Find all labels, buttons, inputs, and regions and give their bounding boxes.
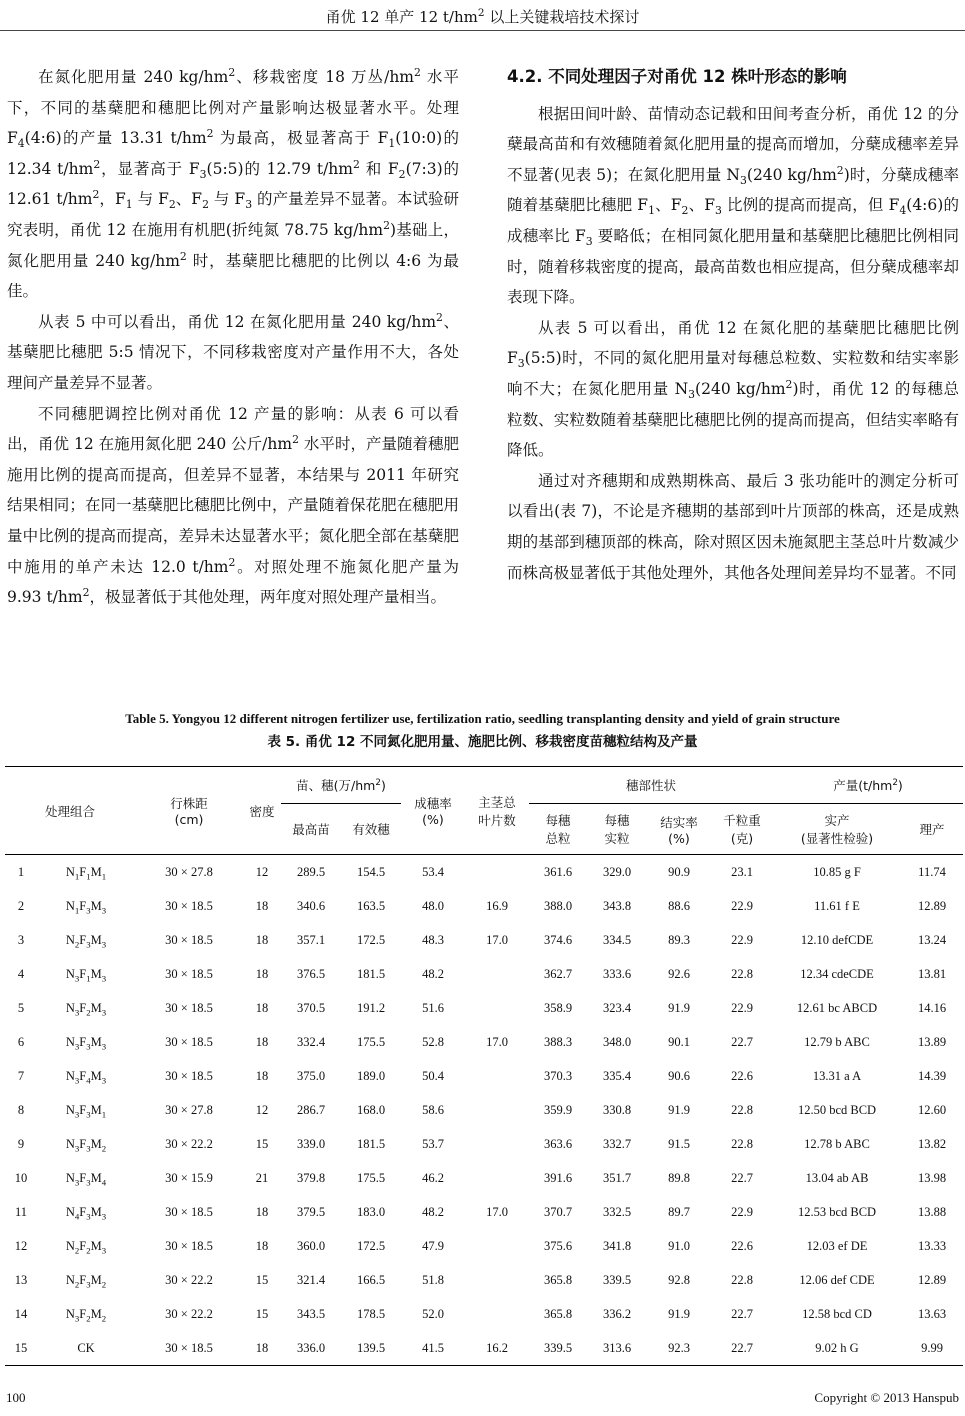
cell-theory: 12.60 — [917, 1102, 947, 1117]
cell-leaves — [465, 957, 529, 991]
cell-actual: 12.78 b ABC — [804, 1136, 870, 1151]
table-row — [5, 1331, 963, 1366]
cell-actual: 12.58 bcd CD — [802, 1306, 872, 1321]
header-treatment: 处理组合 — [5, 767, 135, 855]
cell-total: 374.6 — [543, 932, 573, 947]
cell-eff: 189.0 — [356, 1068, 386, 1083]
cell-max: 336.0 — [281, 1331, 341, 1366]
cell-actual: 10.85 g F — [813, 864, 861, 879]
cell-theory: 13.88 — [917, 1204, 947, 1219]
cell-actual: 13.04 ab AB — [805, 1170, 869, 1185]
header-effective-panicle: 有效穗 — [341, 804, 401, 855]
cell-code: $N_3F_1M_3$ — [65, 966, 107, 983]
cell-kgw: 22.7 — [731, 1034, 753, 1049]
cell-spacing: 30 × 18.5 — [165, 1000, 213, 1015]
cell-set: 89.8 — [668, 1170, 690, 1185]
cell-leaves — [465, 1161, 529, 1195]
cell-filled: 348.0 — [602, 1034, 632, 1049]
cell-actual: 12.10 defCDE — [800, 932, 874, 947]
table-caption-zh: 表 5. 甬优 12 不同氮化肥用量、施肥比例、移栽密度苗穗粒结构及产量 — [267, 734, 698, 750]
cell-filled: 351.7 — [602, 1170, 632, 1185]
cell-density: 12 — [255, 864, 269, 879]
table-row — [5, 1263, 963, 1297]
header-rule — [0, 30, 965, 31]
cell-no: 11 — [14, 1204, 28, 1219]
cell-theory: 14.39 — [917, 1068, 947, 1083]
cell-spacing: 30 × 22.2 — [165, 1136, 213, 1151]
cell-density: 21 — [255, 1170, 269, 1185]
cell-theory: 13.82 — [917, 1136, 947, 1151]
cell-actual: 13.31 a A — [812, 1068, 862, 1083]
cell-no: 10 — [14, 1170, 28, 1185]
cell-no: 2 — [17, 898, 25, 913]
header-yield-group: 产量$(t/hm^2)$ — [773, 767, 963, 804]
cell-rate: 47.9 — [422, 1238, 444, 1253]
cell-total: 388.0 — [543, 898, 573, 913]
cell-spacing: 30 × 18.5 — [165, 966, 213, 981]
cell-leaves: 17.0 — [486, 1204, 508, 1219]
cell-no: 3 — [17, 932, 25, 947]
table-row — [5, 1025, 963, 1059]
cell-code: $N_3F_2M_2$ — [65, 1306, 107, 1323]
running-header: 甬优 12 单产 12 $t/hm^2$ 以上关键栽培技术探讨 — [325, 7, 640, 26]
cell-spacing: 30 × 15.9 — [165, 1170, 213, 1185]
cell-density: 15 — [255, 1272, 269, 1287]
cell-filled: 335.4 — [602, 1068, 632, 1083]
table-row — [5, 1059, 963, 1093]
cell-rate: 51.8 — [422, 1272, 444, 1287]
cell-no: 12 — [14, 1238, 28, 1253]
cell-code: $N_3F_2M_3$ — [65, 1000, 107, 1017]
cell-no: 9 — [17, 1136, 25, 1151]
table-row — [5, 1195, 963, 1229]
cell-filled: 333.6 — [602, 966, 632, 981]
cell-spacing: 30 × 18.5 — [165, 1034, 213, 1049]
table-caption-en: Table 5. Yongyou 12 different nitrogen fertilizer use, fertilization ratio, seedling transplanting density and yield of grain structure — [125, 711, 840, 726]
cell-rate: 46.2 — [422, 1170, 444, 1185]
cell-max: 332.4 — [296, 1034, 326, 1049]
cell-leaves — [465, 1263, 529, 1297]
cell-theory: 13.33 — [917, 1238, 947, 1253]
table-row — [5, 1127, 963, 1161]
cell-filled: 313.6 — [587, 1331, 647, 1366]
cell-total: 370.3 — [543, 1068, 573, 1083]
cell-theory: 12.89 — [917, 898, 947, 913]
header-filled-grains: 每穗 实粒 — [587, 804, 647, 855]
cell-no: 6 — [17, 1034, 25, 1049]
table-row — [5, 889, 963, 923]
cell-filled: 332.7 — [602, 1136, 632, 1151]
cell-rate: 53.7 — [422, 1136, 444, 1151]
cell-actual: 9.02 h G — [773, 1331, 901, 1366]
table-row — [5, 1297, 963, 1331]
cell-rate: 48.2 — [422, 1204, 444, 1219]
left-paragraph-1: 在氮化肥用量 240 $kg/hm^2$、移栽密度 18 万丛$/hm^2$ 水平下，不同的基蘖肥和穗肥比例对产量影响达极显著水平。处理 $F_4(4:6)$的产量 13.31 $t/hm^2$ 为最高，极显著高于 $F_1(10:0)$的 12.34 $t/hm^2$，显著高于 $F_3(5:5)$的 12.79 $t/hm^2$ 和 $F_2(7:3)$的 12.61 $t/hm^2$，$F_1$ 与 $F_2$、$F_2$ 与 $F_3$ 的产量差异不显著。本试验研究表明，甬优 12 在施用有机肥(折纯氮 78.75 $kg/hm^2$)基础上，氮化肥用量 240 $kg/hm^2$ 时，基蘖肥比穗肥的比例以 4:6 为最佳。 — [7, 65, 460, 301]
cell-leaves — [465, 991, 529, 1025]
cell-leaves — [465, 1059, 529, 1093]
cell-set: 91.9 — [668, 1000, 690, 1015]
cell-rate: 48.2 — [422, 966, 444, 981]
cell-eff: 172.5 — [356, 932, 386, 947]
cell-max: 379.8 — [296, 1170, 326, 1185]
left-paragraph-2: 从表 5 中可以看出，甬优 12 在氮化肥用量 240 $kg/hm^2$、基蘖肥比穗肥 5:5 情况下，不同移栽密度对产量作用不大，各处理间产量差异不显著。 — [7, 310, 459, 392]
cell-rate: 50.4 — [422, 1068, 444, 1083]
cell-actual: 12.06 def CDE — [799, 1272, 875, 1287]
cell-filled: 332.5 — [602, 1204, 632, 1219]
cell-eff: 166.5 — [356, 1272, 386, 1287]
cell-code: $N_3F_4M_3$ — [65, 1068, 107, 1085]
cell-leaves — [465, 855, 529, 890]
header-actual-yield: 实产 (显著性检验) — [773, 804, 901, 855]
cell-code: $N_3F_3M_1$ — [65, 1102, 107, 1119]
cell-code: $N_3F_3M_2$ — [65, 1136, 107, 1153]
table-body — [5, 855, 963, 1366]
cell-eff: 172.5 — [356, 1238, 386, 1253]
cell-filled: 336.2 — [602, 1306, 632, 1321]
cell-set: 91.0 — [668, 1238, 690, 1253]
cell-max: 340.6 — [296, 898, 326, 913]
cell-set: 90.1 — [668, 1034, 690, 1049]
cell-filled: 329.0 — [602, 864, 632, 879]
cell-eff: 183.0 — [356, 1204, 386, 1219]
cell-total: 370.7 — [543, 1204, 573, 1219]
cell-max: 289.5 — [296, 864, 326, 879]
cell-code: $N_2F_3M_3$ — [65, 932, 107, 949]
cell-kgw: 23.1 — [731, 864, 753, 879]
cell-leaves: 16.2 — [465, 1331, 529, 1366]
cell-spacing: 30 × 18.5 — [135, 1331, 243, 1366]
cell-set: 92.6 — [668, 966, 690, 981]
table-row — [5, 1161, 963, 1195]
cell-density: 18 — [255, 932, 269, 947]
cell-theory: 13.89 — [917, 1034, 947, 1049]
cell-eff: 178.5 — [356, 1306, 386, 1321]
cell-max: 286.7 — [296, 1102, 326, 1117]
cell-rate: 48.3 — [422, 932, 444, 947]
cell-actual: 12.03 ef DE — [806, 1238, 868, 1253]
cell-max: 321.4 — [296, 1272, 326, 1287]
cell-filled: 341.8 — [602, 1238, 632, 1253]
cell-spacing: 30 × 18.5 — [165, 898, 213, 913]
cell-max: 375.0 — [296, 1068, 326, 1083]
header-theoretical-yield: 理产 — [901, 804, 963, 855]
cell-total: 375.6 — [543, 1238, 573, 1253]
cell-set: 92.3 — [647, 1331, 711, 1366]
cell-filled: 339.5 — [602, 1272, 632, 1287]
header-panicle-traits: 穗部性状 — [529, 767, 773, 804]
cell-theory: 14.16 — [917, 1000, 947, 1015]
cell-rate: 58.6 — [422, 1102, 444, 1117]
cell-leaves — [465, 1229, 529, 1263]
header-panicle-rate: 成穗率 (%) — [401, 767, 465, 855]
cell-kgw: 22.6 — [731, 1068, 753, 1083]
cell-set: 90.9 — [668, 864, 690, 879]
cell-density: 12 — [255, 1102, 269, 1117]
cell-total: 365.8 — [543, 1272, 573, 1287]
cell-kgw: 22.9 — [731, 932, 753, 947]
cell-max: 370.5 — [296, 1000, 326, 1015]
cell-total: 358.9 — [543, 1000, 573, 1015]
cell-max: 379.5 — [296, 1204, 326, 1219]
cell-density: 18 — [255, 1000, 269, 1015]
cell-no: 8 — [17, 1102, 25, 1117]
cell-total: 365.8 — [543, 1306, 573, 1321]
header-kgw: 千粒重 (克) — [711, 804, 773, 855]
cell-no: 15 — [5, 1331, 37, 1366]
cell-density: 18 — [255, 898, 269, 913]
cell-filled: 334.5 — [602, 932, 632, 947]
cell-spacing: 30 × 27.8 — [165, 864, 213, 879]
cell-theory: 13.98 — [917, 1170, 947, 1185]
cell-spacing: 30 × 22.2 — [165, 1272, 213, 1287]
cell-code: $N_2F_2M_3$ — [65, 1238, 107, 1255]
cell-actual: 12.34 cdeCDE — [800, 966, 874, 981]
left-column — [7, 62, 459, 613]
right-paragraph-2: 从表 5 可以看出，甬优 12 在氮化肥的基蘖肥比穗肥比例 $F_3(5:5)$时，不同的氮化肥用量对每穗总粒数、实粒数和结实率影响不大；在氮化肥用量 $N_3(240$ $kg/hm^2$)时，甬优 12 的每穗总粒数、实粒数随着基蘖肥比穗肥比例的提高而提高，但结实率略有降低。 — [507, 318, 960, 460]
cell-rate: 52.8 — [422, 1034, 444, 1049]
cell-set: 91.9 — [668, 1306, 690, 1321]
cell-no: 5 — [17, 1000, 25, 1015]
cell-max: 360.0 — [296, 1238, 326, 1253]
header-seed-setting: 结实率 (%) — [647, 804, 711, 855]
cell-no: 7 — [17, 1068, 25, 1083]
cell-spacing: 30 × 18.5 — [165, 932, 213, 947]
header-max-seedling: 最高苗 — [281, 804, 341, 855]
cell-actual: 12.79 b ABC — [804, 1034, 870, 1049]
cell-eff: 139.5 — [341, 1331, 401, 1366]
cell-kgw: 22.8 — [731, 1102, 753, 1117]
cell-density: 18 — [255, 1068, 269, 1083]
table-row — [5, 1229, 963, 1263]
cell-kgw: 22.8 — [731, 1272, 753, 1287]
cell-set: 91.9 — [668, 1102, 690, 1117]
cell-spacing: 30 × 22.2 — [165, 1306, 213, 1321]
cell-kgw: 22.7 — [711, 1331, 773, 1366]
copyright: Copyright © 2013 Hanspub — [814, 1390, 959, 1405]
cell-max: 376.5 — [296, 966, 326, 981]
cell-code: $N_3F_3M_3$ — [65, 1034, 107, 1051]
cell-set: 92.8 — [668, 1272, 690, 1287]
cell-set: 91.5 — [668, 1136, 690, 1151]
cell-actual: 12.53 bcd BCD — [797, 1204, 877, 1219]
cell-leaves: 17.0 — [486, 1034, 508, 1049]
cell-set: 89.7 — [668, 1204, 690, 1219]
cell-leaves: 17.0 — [486, 932, 508, 947]
cell-total: 363.6 — [543, 1136, 573, 1151]
cell-actual: 12.50 bcd BCD — [797, 1102, 877, 1117]
cell-code: $N_1F_1M_1$ — [65, 864, 107, 881]
cell-filled: 323.4 — [602, 1000, 632, 1015]
table-caption — [0, 711, 965, 750]
right-paragraph-3: 通过对齐穗期和成熟期株高、最后 3 张功能叶的测定分析可以看出(表 7)，不论是齐穗期的基部到叶片顶部的株高，还是成熟期的基部到穗顶部的株高，除对照区因未施氮肥主茎总叶片数减少而株高极显著低于其他处理外，其他各处理间差异均不显著。不同 — [507, 471, 959, 582]
cell-no: 4 — [17, 966, 25, 981]
left-paragraph-3: 不同穗肥调控比例对甬优 12 产量的影响：从表 6 可以看出，甬优 12 在施用氮化肥 240 公斤$/hm^2$ 水平时，产量随着穗肥施用比例的提高而提高，但差异不显著，本结果与 2011 年研究结果相同；在同一基蘖肥比穗肥比例中，产量随着保花肥在穗肥用量中比例的提高而提高，差异未达显著水平；氮化肥全部在基蘖肥中施用的单产未达 12.0 $t/hm^2$。对照处理不施氮化肥产量为 9.93 $t/hm^2$，极显著低于其他处理，两年度对照处理产量相当。 — [7, 404, 460, 607]
cell-kgw: 22.8 — [731, 1136, 753, 1151]
cell-max: 357.1 — [296, 932, 326, 947]
cell-no: 13 — [14, 1272, 28, 1287]
cell-max: 343.5 — [296, 1306, 326, 1321]
table-row — [5, 957, 963, 991]
cell-actual: 11.61 f E — [814, 898, 860, 913]
cell-leaves — [465, 1127, 529, 1161]
header-density: 密度 — [243, 767, 281, 855]
cell-filled: 343.8 — [602, 898, 632, 913]
cell-density: 18 — [255, 1238, 269, 1253]
cell-density: 18 — [243, 1331, 281, 1366]
cell-eff: 181.5 — [356, 966, 386, 981]
table-row — [5, 991, 963, 1025]
header-leaf-count: 主茎总 叶片数 — [465, 767, 529, 855]
cell-total: 391.6 — [543, 1170, 573, 1185]
cell-eff: 175.5 — [356, 1034, 386, 1049]
cell-no: 1 — [17, 864, 25, 879]
table-row — [5, 923, 963, 957]
cell-theory: 13.24 — [917, 932, 947, 947]
cell-kgw: 22.9 — [731, 1000, 753, 1015]
cell-leaves — [465, 1093, 529, 1127]
cell-rate: 48.0 — [422, 898, 444, 913]
header-spacing: 行株距 (cm) — [135, 767, 243, 855]
data-table — [5, 766, 963, 1366]
cell-rate: 52.0 — [422, 1306, 444, 1321]
table-row — [5, 855, 963, 890]
table-row — [5, 1093, 963, 1127]
cell-kgw: 22.7 — [731, 1306, 753, 1321]
cell-spacing: 30 × 18.5 — [165, 1204, 213, 1219]
cell-filled: 330.8 — [602, 1102, 632, 1117]
cell-total: 359.9 — [543, 1102, 573, 1117]
section-title: 4.2. 不同处理因子对甬优 12 株叶形态的影响 — [507, 67, 847, 86]
page-number: 100 — [6, 1390, 26, 1405]
cell-set: 89.3 — [668, 932, 690, 947]
cell-theory: 9.99 — [901, 1331, 963, 1366]
cell-max: 339.0 — [296, 1136, 326, 1151]
cell-eff: 168.0 — [356, 1102, 386, 1117]
header-total-grains: 每穗 总粒 — [529, 804, 587, 855]
cell-rate: 51.6 — [422, 1000, 444, 1015]
cell-code: $N_2F_3M_2$ — [65, 1272, 107, 1289]
cell-code: $N_1F_3M_3$ — [65, 898, 107, 915]
cell-total: 388.3 — [543, 1034, 573, 1049]
cell-actual: 12.61 bc ABCD — [796, 1000, 878, 1015]
cell-total: 339.5 — [529, 1331, 587, 1366]
cell-theory: 13.81 — [917, 966, 947, 981]
cell-code: CK — [37, 1331, 135, 1366]
cell-rate: 41.5 — [401, 1331, 465, 1366]
cell-eff: 175.5 — [356, 1170, 386, 1185]
cell-spacing: 30 × 27.8 — [165, 1102, 213, 1117]
cell-theory: 11.74 — [918, 864, 946, 879]
cell-eff: 191.2 — [356, 1000, 386, 1015]
cell-density: 18 — [255, 1204, 269, 1219]
cell-total: 361.6 — [543, 864, 573, 879]
cell-set: 90.6 — [668, 1068, 690, 1083]
cell-leaves: 16.9 — [486, 898, 508, 913]
right-column — [507, 62, 959, 588]
cell-density: 15 — [255, 1306, 269, 1321]
cell-eff: 154.5 — [356, 864, 386, 879]
cell-kgw: 22.7 — [731, 1170, 753, 1185]
cell-rate: 53.4 — [422, 864, 444, 879]
cell-total: 362.7 — [543, 966, 573, 981]
cell-density: 15 — [255, 1136, 269, 1151]
cell-code: $N_4F_3M_3$ — [65, 1204, 107, 1221]
cell-kgw: 22.6 — [731, 1238, 753, 1253]
cell-theory: 13.63 — [917, 1306, 947, 1321]
header-seedling-group: 苗、穗(万$/hm^2$) — [281, 767, 401, 804]
cell-code: $N_3F_3M_4$ — [65, 1170, 107, 1187]
cell-leaves — [465, 1297, 529, 1331]
cell-set: 88.6 — [668, 898, 690, 913]
cell-no: 14 — [14, 1306, 28, 1321]
cell-kgw: 22.9 — [731, 898, 753, 913]
cell-density: 18 — [255, 966, 269, 981]
cell-theory: 12.89 — [917, 1272, 947, 1287]
cell-kgw: 22.9 — [731, 1204, 753, 1219]
cell-eff: 163.5 — [356, 898, 386, 913]
right-paragraph-1: 根据田间叶龄、苗情动态记载和田间考查分析，甬优 12 的分蘖最高苗和有效穗随着氮化肥用量的提高而增加，分蘖成穗率差异不显著(见表 5)；在氮化肥用量 $N_3(240$ $kg/hm^2$)时，分蘖成穗率随着基蘖肥比穗肥 $F_1$、$F_2$、$F_3$ 比例的提高而提高，但 $F_4(4:6)$的成穗率比 $F_3$ 要略低；在相同氮化肥用量和基蘖肥比穗肥比例相同时，随着移栽密度的提高，最高苗数也相应提高，但分蘖成穗率却表现下降。 — [507, 104, 959, 307]
cell-spacing: 30 × 18.5 — [165, 1068, 213, 1083]
cell-eff: 181.5 — [356, 1136, 386, 1151]
cell-density: 18 — [255, 1034, 269, 1049]
cell-kgw: 22.8 — [731, 966, 753, 981]
cell-spacing: 30 × 18.5 — [165, 1238, 213, 1253]
